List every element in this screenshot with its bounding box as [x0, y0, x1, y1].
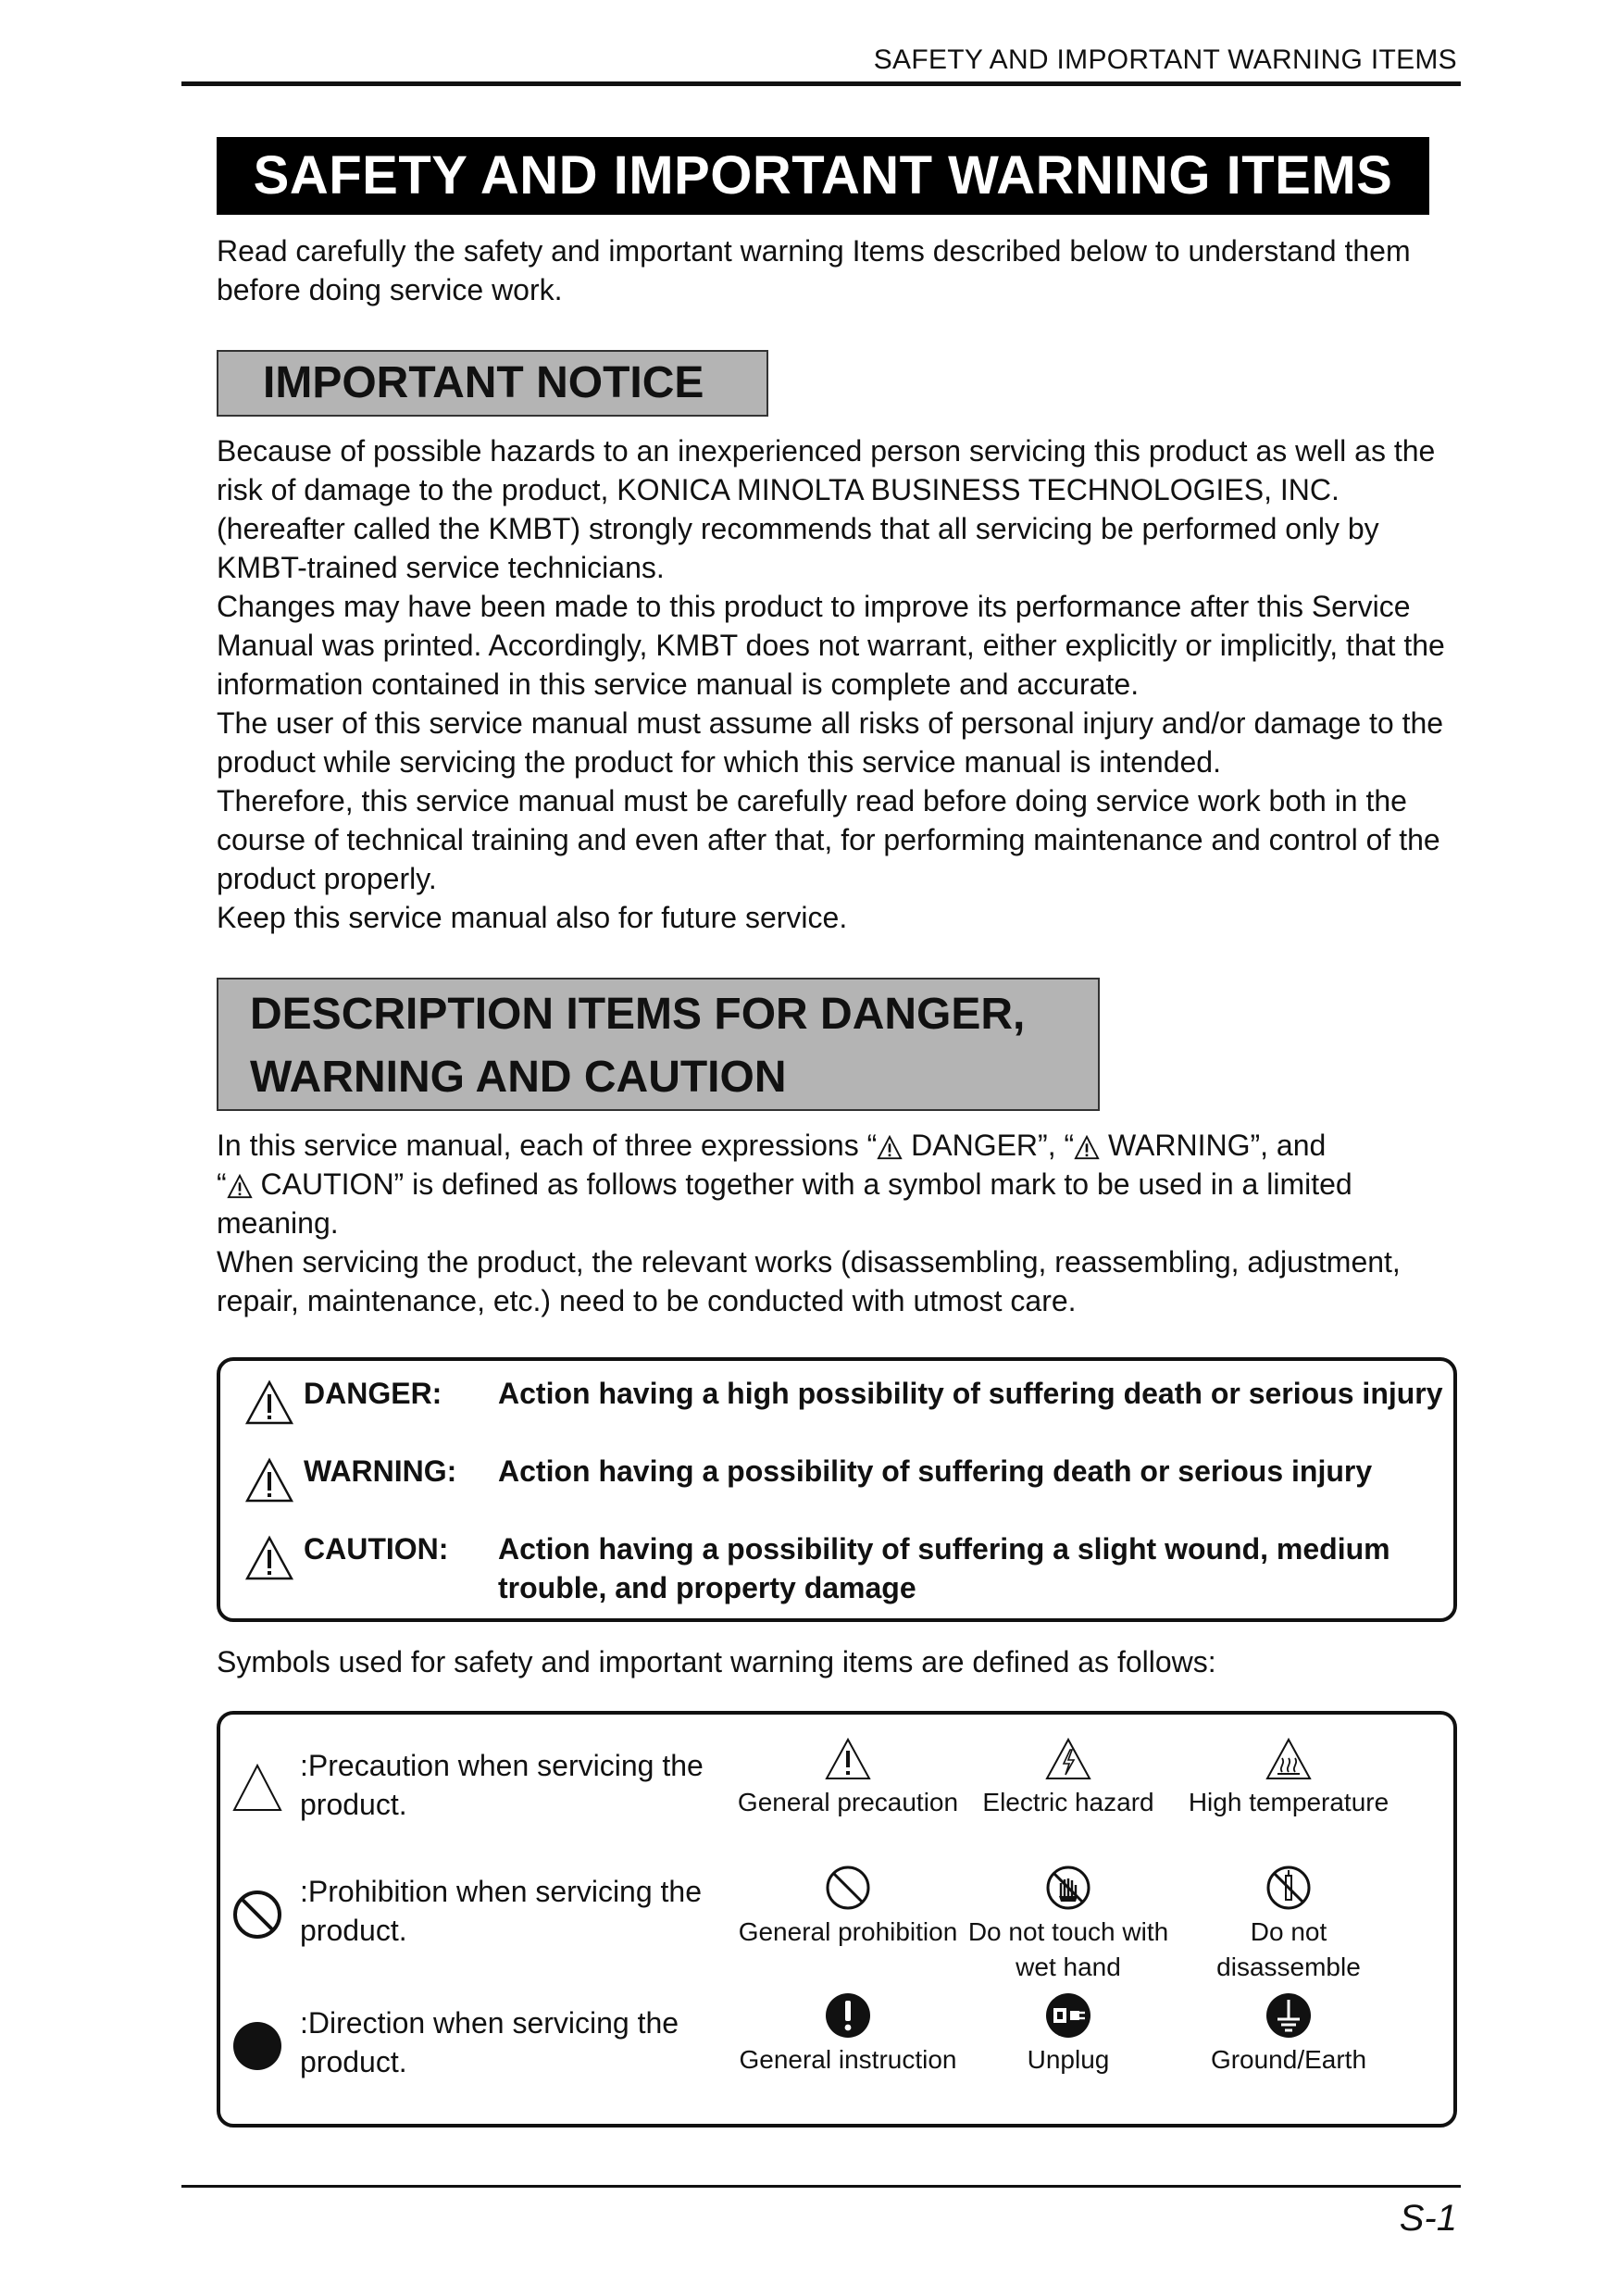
warning-triangle-icon: [244, 1379, 294, 1426]
warning-triangle-icon: [244, 1457, 294, 1504]
general-prohibition-icon: [825, 1865, 871, 1911]
notice-paragraph: Changes may have been made to this product to improve its performance after this Service Manual was printed. Accordingly, KMBT does not warrant, either explicitly or implicitly, that the information contained in this service manual is complete and accurate.: [217, 590, 1445, 701]
do-not-touch-wet-hand-icon: [1045, 1865, 1091, 1911]
general-precaution-symbol: General precaution: [737, 1737, 959, 1820]
direction-label: :Direction when servicing the product.: [300, 2006, 679, 2078]
warning-triangle-icon: [1074, 1135, 1100, 1161]
danger-text: Action having a high possibility of suffering death or serious injury: [498, 1377, 1443, 1410]
precaution-label: :Precaution when servicing the product.: [300, 1749, 704, 1821]
high-temperature-icon: [1265, 1737, 1313, 1781]
header-rule: [181, 81, 1461, 86]
caution-term: CAUTION:: [304, 1532, 449, 1566]
footer-rule: [181, 2185, 1461, 2188]
danger-term: DANGER:: [304, 1377, 442, 1410]
prohibition-circle-icon: [231, 1889, 283, 1940]
notice-paragraph: The user of this service manual must assume all risks of personal injury and/or damage to the product while servicing the product for which this service manual is intended.: [217, 706, 1444, 779]
definitions-box: [217, 1357, 1457, 1622]
ground-earth-symbol: Ground/Earth: [1178, 1992, 1400, 2078]
do-not-touch-wet-hand-symbol: Do not touch with wet hand: [957, 1865, 1179, 1985]
high-temperature-symbol: High temperature: [1178, 1737, 1400, 1820]
general-instruction-symbol: General instruction: [737, 1992, 959, 2078]
caution-text: Action having a possibility of suffering a slight wound, medium trouble, and property damage: [498, 1532, 1390, 1604]
page-title: SAFETY AND IMPORTANT WARNING ITEMS: [217, 137, 1429, 215]
warning-triangle-icon: [227, 1174, 253, 1200]
do-not-disassemble-symbol: Do not disassemble: [1178, 1865, 1400, 1985]
warning-text: Action having a possibility of suffering death or serious injury: [498, 1454, 1373, 1488]
precaution-category: [231, 1746, 750, 1829]
direction-category: [231, 2003, 750, 2087]
description-heading-line1: DESCRIPTION ITEMS FOR DANGER,: [250, 990, 1026, 1039]
page-number: S-1: [1399, 2198, 1457, 2239]
important-notice-body: [217, 431, 1457, 937]
general-instruction-icon: [825, 1992, 871, 2039]
description-items-heading: [217, 978, 1100, 1111]
electric-hazard-icon: [1044, 1737, 1092, 1781]
warning-triangle-icon: [877, 1135, 903, 1161]
prohibition-label: :Prohibition when servicing the product.: [300, 1875, 703, 1947]
important-notice-heading: IMPORTANT NOTICE: [217, 350, 768, 417]
warning-triangle-icon: [244, 1535, 294, 1581]
description-paragraph: When servicing the product, the relevant works (disassembling, reassembling, adjustment, repair, maintenance, etc.) need to be conducted with utmost care.: [217, 1245, 1401, 1317]
electric-hazard-symbol: Electric hazard: [957, 1737, 1179, 1820]
do-not-disassemble-icon: [1265, 1865, 1312, 1911]
general-prohibition-symbol: General prohibition: [737, 1865, 959, 1950]
symbols-intro: Symbols used for safety and important warning items are defined as follows:: [217, 1645, 1216, 1678]
unplug-symbol: Unplug: [957, 1992, 1179, 2078]
triangle-outline-icon: [231, 1763, 283, 1813]
notice-paragraph: Therefore, this service manual must be carefully read before doing service work both in the course of technical training and even after that, for performing maintenance and control of the product properly.: [217, 784, 1440, 895]
filled-circle-icon: [231, 2020, 283, 2072]
notice-paragraph: Keep this service manual also for future service.: [217, 901, 848, 934]
general-precaution-icon: [824, 1737, 872, 1781]
warning-term: WARNING:: [304, 1454, 457, 1488]
ground-earth-icon: [1265, 1992, 1312, 2039]
notice-paragraph: Because of possible hazards to an inexperienced person servicing this product as well as the risk of damage to the product, KONICA MINOLTA BUSINESS TECHNOLOGIES, INC. (hereafter called the KMBT) strongly recommends that all servicing be performed only by KMBT-trained service technicians.: [217, 434, 1436, 584]
prohibition-category: [231, 1872, 750, 1955]
running-header: SAFETY AND IMPORTANT WARNING ITEMS: [873, 44, 1457, 75]
description-intro: In this service manual, each of three expressions “ DANGER”, “ WARNING”, and “ CAUTION” is defined as follows together with a symbol mark to be used in a limited meaning. When servicing the product, the relevant works (disassembling, reassembling, adjustment, repair, maintenance, etc.) need to be conducted with utmost care.: [217, 1126, 1457, 1320]
symbols-box: [217, 1711, 1457, 2128]
description-heading-line2: WARNING AND CAUTION: [250, 1053, 787, 1102]
intro-paragraph: Read carefully the safety and important warning Items described below to understand them before doing service work.: [217, 234, 1411, 306]
unplug-icon: [1045, 1992, 1091, 2039]
